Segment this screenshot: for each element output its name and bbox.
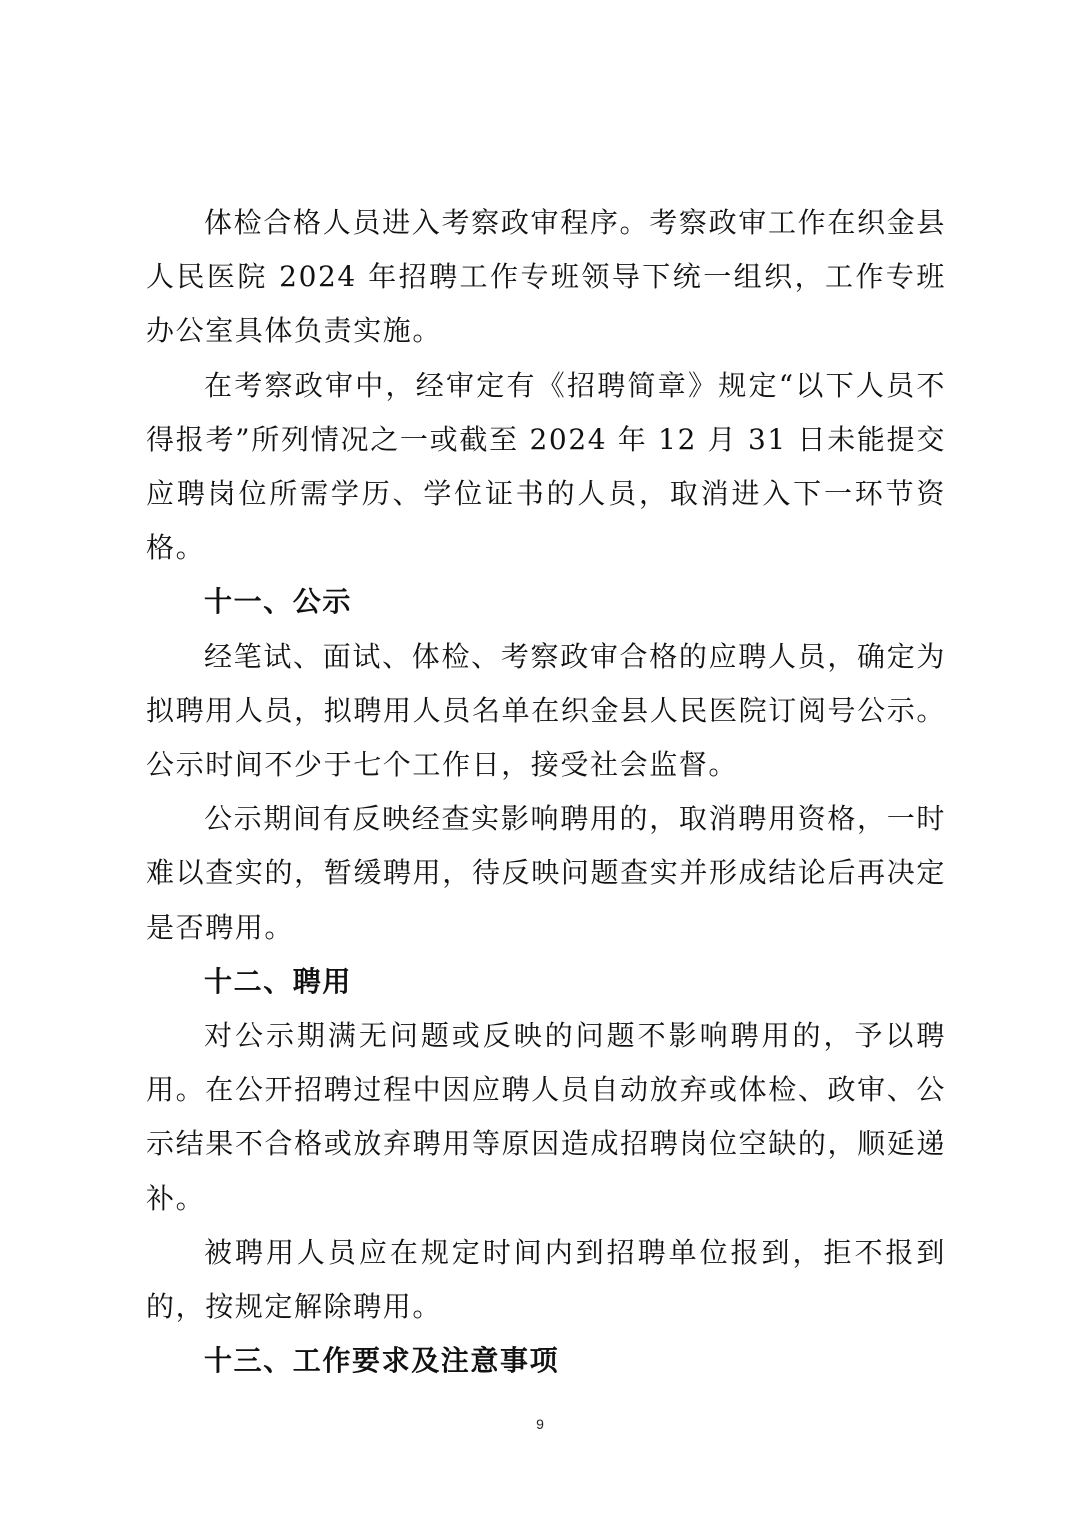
page-number: 9	[536, 1416, 544, 1432]
body-paragraph: 体检合格人员进入考察政审程序。考察政审工作在织金县人民医院 2024 年招聘工作专班领导下统一组织，工作专班办公室具体负责实施。	[146, 206, 946, 348]
document-body	[146, 196, 946, 1388]
body-paragraph: 对公示期满无问题或反映的问题不影响聘用的，予以聘用。在公开招聘过程中因应聘人员自动放弃或体检、政审、公示结果不合格或放弃聘用等原因造成招聘岗位空缺的，顺延递补。	[146, 1019, 946, 1215]
body-paragraph: 经笔试、面试、体检、考察政审合格的应聘人员，确定为拟聘用人员，拟聘用人员名单在织金县人民医院订阅号公示。公示时间不少于七个工作日，接受社会监督。	[146, 639, 946, 782]
section-heading: 十一、公示	[204, 585, 353, 619]
body-paragraph: 公示期间有反映经查实影响聘用的，取消聘用资格，一时难以查实的，暂缓聘用，待反映问题查实并形成结论后再决定是否聘用。	[146, 802, 946, 944]
section-heading: 十三、工作要求及注意事项	[204, 1344, 560, 1378]
section-heading: 十二、聘用	[204, 964, 353, 998]
body-paragraph: 在考察政审中，经审定有《招聘简章》规定“以下人员不得报考”所列情况之一或截至 2024 年 12 月 31 日未能提交应聘岗位所需学历、学位证书的人员，取消进入下一环节资格。	[146, 368, 946, 565]
body-paragraph: 被聘用人员应在规定时间内到招聘单位报到，拒不报到的，按规定解除聘用。	[146, 1235, 946, 1324]
